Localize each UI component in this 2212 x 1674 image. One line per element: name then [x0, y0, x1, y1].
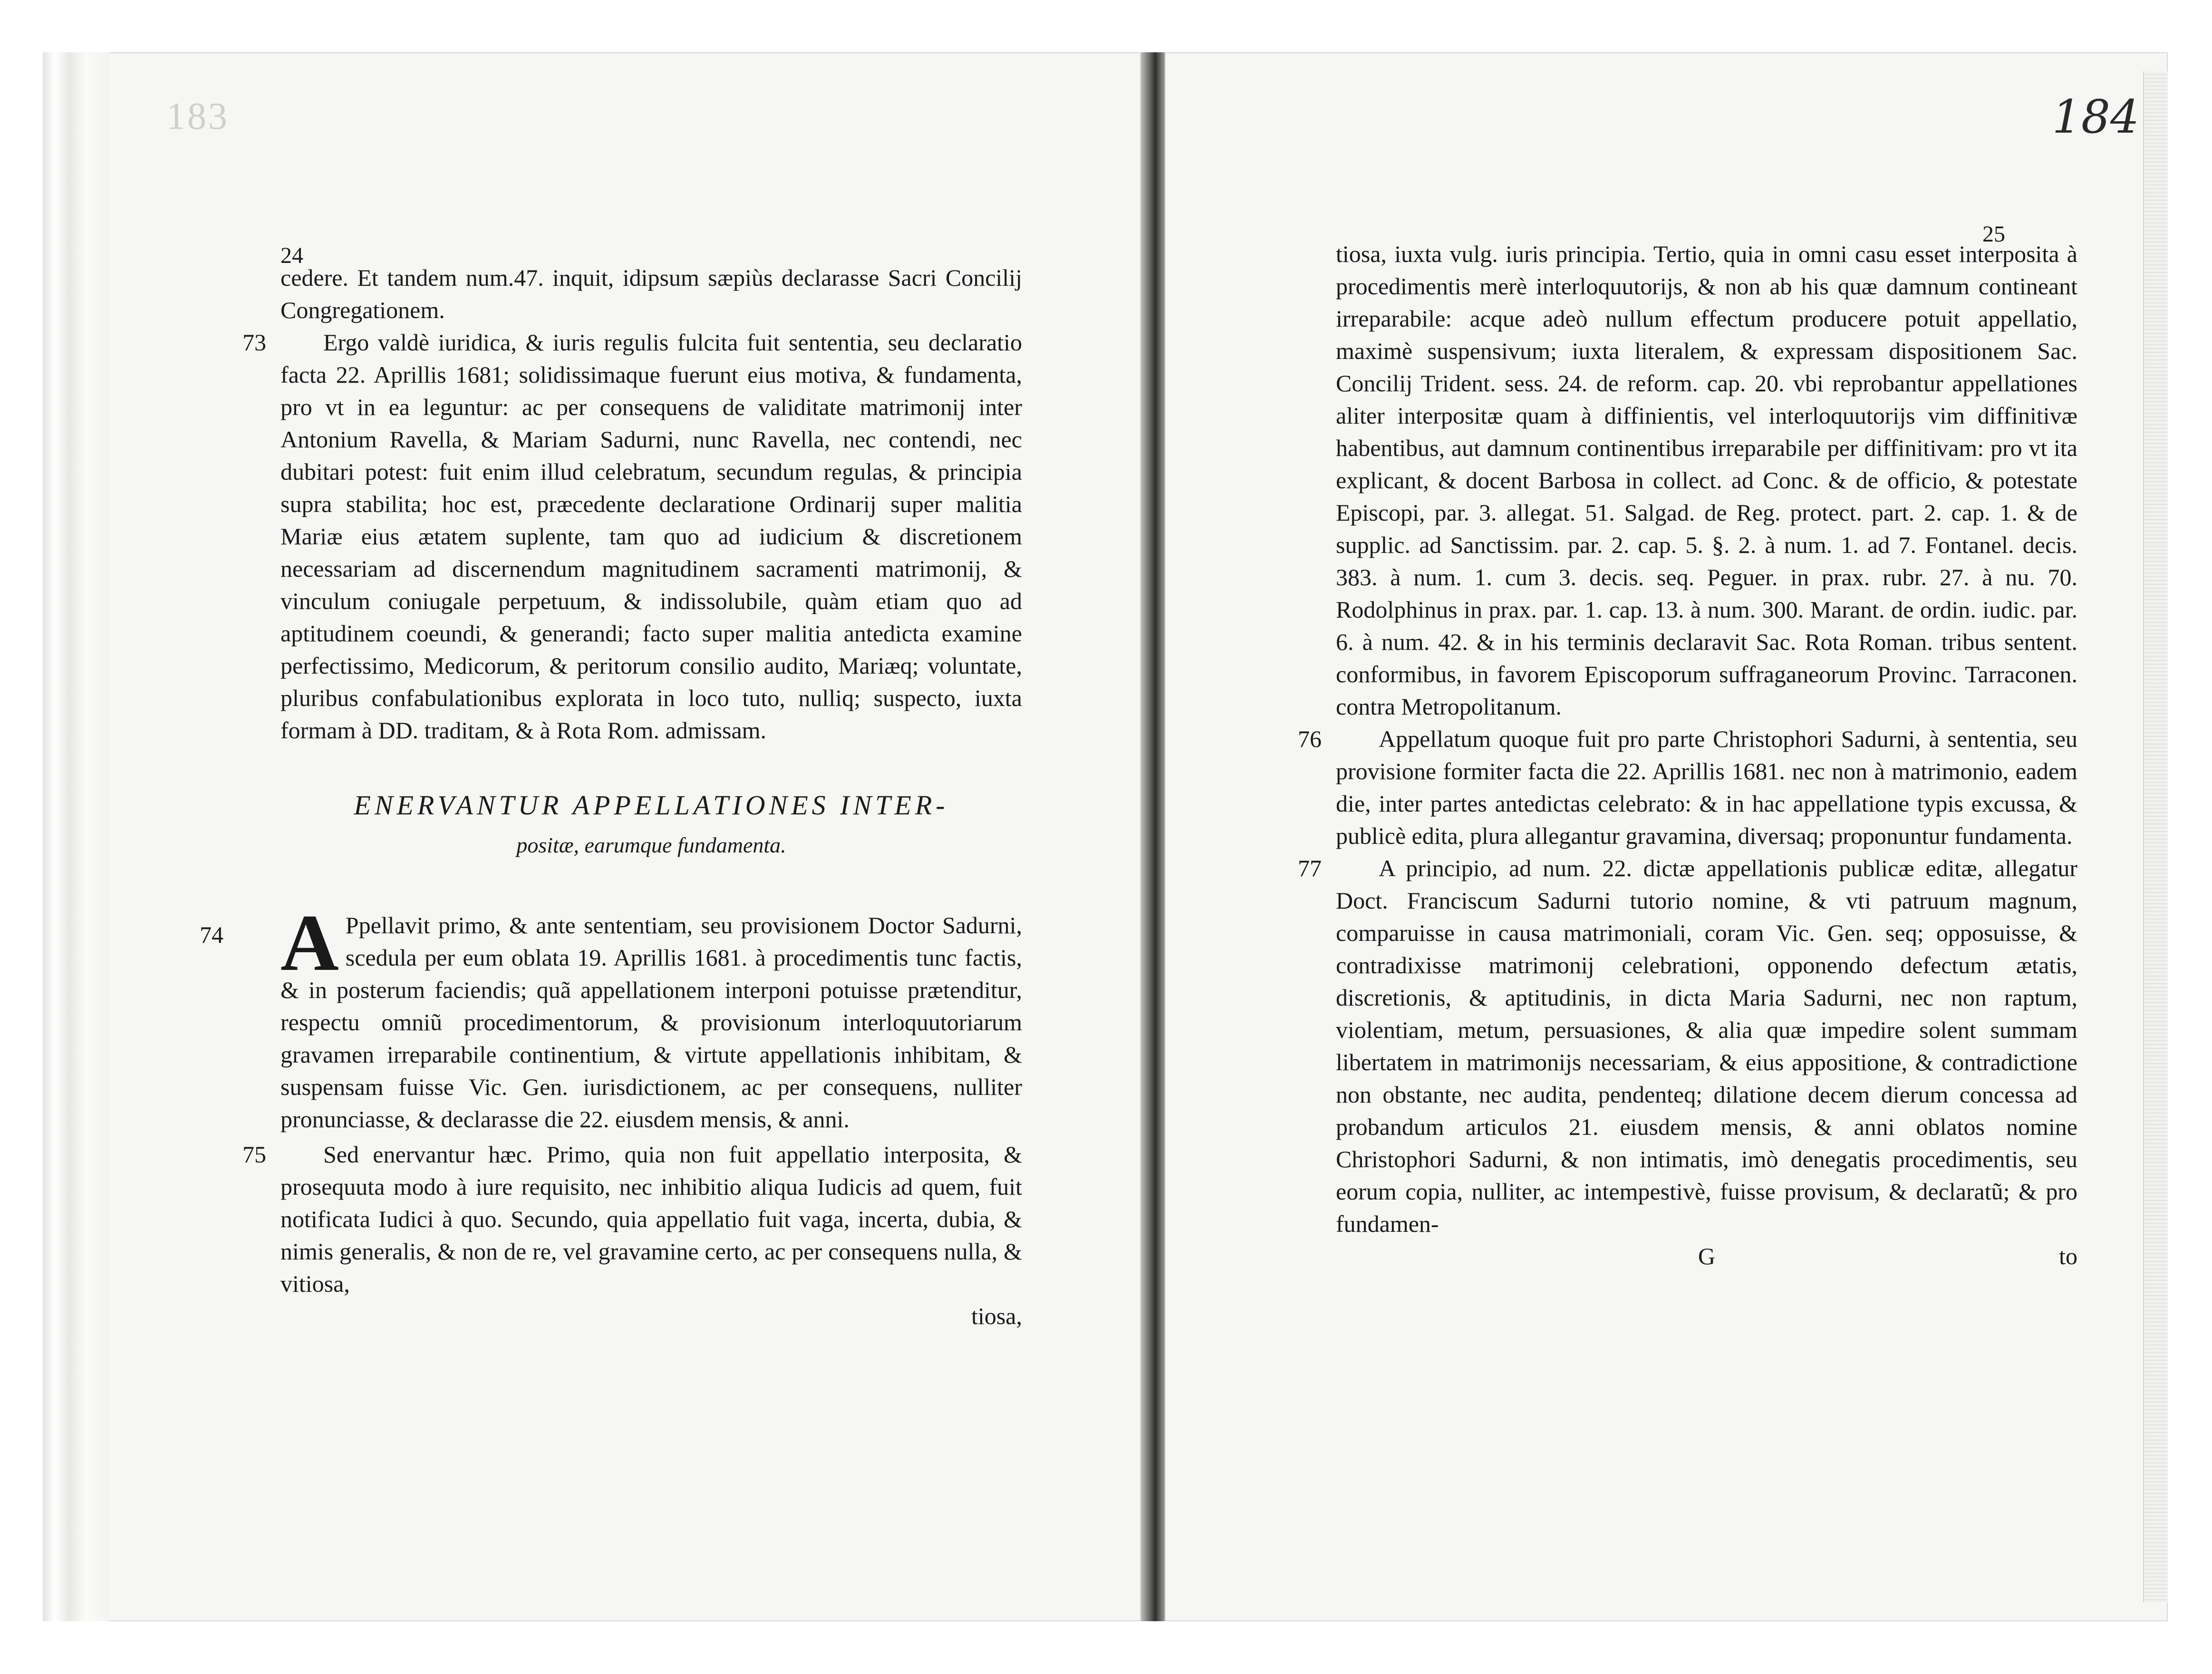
page-fore-edge — [2143, 71, 2168, 1602]
paragraph-74 — [200, 898, 1022, 1135]
left-page — [43, 52, 1141, 1621]
paragraph-number: 75 — [242, 1141, 266, 1168]
opening-text: tiosa, iuxta vulg. iuris principia. Tertio, quia in omni casu esset interposita à procedimentis merè interloquutorijs, & non ab his quæ damnum contineant irreparabile: acque adeò nullum effectum producere potuit appellatio, maximè suspensivum; iuxta literalem, & expressam dispositionem Sac. Concilij Trident. sess. 24. de reform. cap. 20. vbi reprobantur appellationes aliter interpositæ quam à diffinientis, vel interloquutorijs vim diffinitivæ habentibus, aut damnum continentibus irreparabile per diffinitivam: pro vt ita explicant, & docent Barbosa in collect. ad Conc. & de officio, & potestate Episcopi, par. 3. allegat. 51. Salgad. de Reg. protect. part. 2. cap. 1. & de supplic. ad Sanctissim. par. 2. cap. 5. §. 2. à num. 1. ad 7. Fontanel. decis. 383. à num. 1. cum 3. decis. seq. Peguer. in prax. rubr. 27. à nu. 70. Rodolphinus in prax. par. 1. cap. 13. à num. 300. Marant. de ordin. iudic. par. 6. à num. 42. & in his terminis declaravit Sac. Rota Roman. tribus sentent. conformibus, in favorem Episcoporum suffraganeorum Provinc. Tarraconen. contra Metropolitanum. — [1336, 241, 2077, 720]
section-subheading: positæ, earumque fundamenta. — [516, 833, 786, 857]
page-number: 25 — [1982, 222, 2005, 247]
paragraph-number: 73 — [242, 329, 266, 356]
paragraph-75 — [242, 1138, 1022, 1300]
catchword: to — [2059, 1243, 2077, 1269]
drop-cap: A — [280, 898, 339, 987]
page-number: 24 — [280, 243, 303, 268]
right-page — [1165, 52, 2168, 1621]
text-column — [200, 261, 1022, 1332]
catchword: tiosa, — [971, 1303, 1022, 1329]
paragraph-text: Ppellavit primo, & ante sententiam, seu provisionem Doctor Sadurni, scedula per eum oblata 19. Aprillis 1681. à procedimentis tunc factis, & in posterum faciendis; quã appellationem interponi potuisse prætenditur, respectu omniũ procedimentorum, & provisionum interloquutoriarum gravamen irreparabile continentium, & virtute appellationis inhibitam, & suspensam fuisse Vic. Gen. iurisdictionem, ac per consequens, nulliter pronunciasse, & declarasse die 22. eiusdem mensis, & anni. — [280, 912, 1022, 1132]
paragraph-number: 77 — [1298, 855, 1322, 881]
paragraph-77 — [1298, 852, 2077, 1240]
handwritten-folio-number: 184 — [2052, 90, 2139, 144]
paragraph-text: A principio, ad num. 22. dictæ appellationis publicæ editæ, allegatur Doct. Franciscum Sadurni tutorio nomine, & vti patruum magnum, comparuisse in causa matrimoniali, coram Vic. Gen. seq; opposuisse, & contradixisse matrimonij celebrationi, opponendo defectum ætatis, discretionis, & aptitudinis, in dicta Maria Sadurni, nec non raptum, violentiam, metum, persuasiones, & alia quæ impedire solent summam libertatem in matrimonijs necessariam, & eius appositione, & contradictione non obstante, nec audita, pendenteq; dilatione decem dierum concessa ad probandum articulos 21. eiusdem mensis, & anni oblatos nomine Christophori Sadurni, & non intimatis, imò denegatis procedimentis, seu eorum copia, nulliter, ac intempestivè, fuisse provisum, & declaratũ; & pro fundamen- — [1336, 855, 2077, 1237]
paragraph-text: Appellatum quoque fuit pro parte Christophori Sadurni, à sententia, seu provisione formiter facta die 22. Aprillis 1681. nec non à matrimonio, eadem die, inter partes antedictas celebrato: & in hac appellatione typis excussa, & publicè edita, plura allegantur gravamina, diversaq; proponuntur fundamenta. — [1336, 726, 2077, 849]
text-column — [1298, 238, 2077, 1272]
signature-line — [1336, 1240, 2077, 1272]
paragraph-number: 74 — [200, 921, 223, 948]
paragraph-76 — [1298, 723, 2077, 852]
book-spine — [1141, 52, 1165, 1621]
ghost-folio-number: 183 — [166, 96, 229, 137]
paragraph-text: Sed enervantur hæc. Primo, quia non fuit appellatio interposita, & prosequuta modo à iure requisito, nec inhibitio aliqua Iudicis ad quem, fuit notificata Iudici à quo. Secundo, quia appellatio fuit vaga, incerta, dubia, & nimis generalis, & non de re, vel gravamine certo, ac per consequens nulla, & vitiosa, — [280, 1141, 1022, 1297]
catchword-line — [280, 1300, 1022, 1332]
signature-mark: G — [1698, 1243, 1716, 1269]
section-heading: ENERVANTUR APPELLATIONES INTER- — [354, 790, 949, 821]
opening-text: cedere. Et tandem num.47. inquit, idipsum sæpiùs declarasse Sacri Concilij Congregationem. — [280, 264, 1022, 323]
open-book — [43, 52, 2168, 1621]
paragraph-text: Ergo valdè iuridica, & iuris regulis fulcita fuit sententia, seu declaratio facta 22. Aprillis 1681; solidissimaque fuerunt eius motiva, & fundamenta, pro vt in ea leguntur: ac per consequens de validitate matrimonij inter Antonium Ravella, & Mariam Sadurni, nunc Ravella, nec contendi, nec dubitari potest: fuit enim illud celebratum, secundum regulas, & principia supra stabilita; hoc est, præcedente declaratione Ordinarij super malitia Mariæ eius ætatem suplente, tam quo ad iudicium & discretionem necessariam ad discernendum magnitudinem sacramenti matrimonij, & vinculum coniugale perpetuum, & indissolubile, quàm etiam quo ad aptitudinem coeundi, & generandi; facto super malitia antedicta examine perfectissimo, Medicorum, & peritorum consilio audito, Mariæq; voluntate, pluribus confabulationibus explorata in loco tuto, nulliq; suspecto, iuxta formam à DD. traditam, & à Rota Rom. admissam. — [280, 329, 1022, 744]
paragraph-73 — [242, 326, 1022, 746]
paragraph-number: 76 — [1298, 726, 1322, 752]
